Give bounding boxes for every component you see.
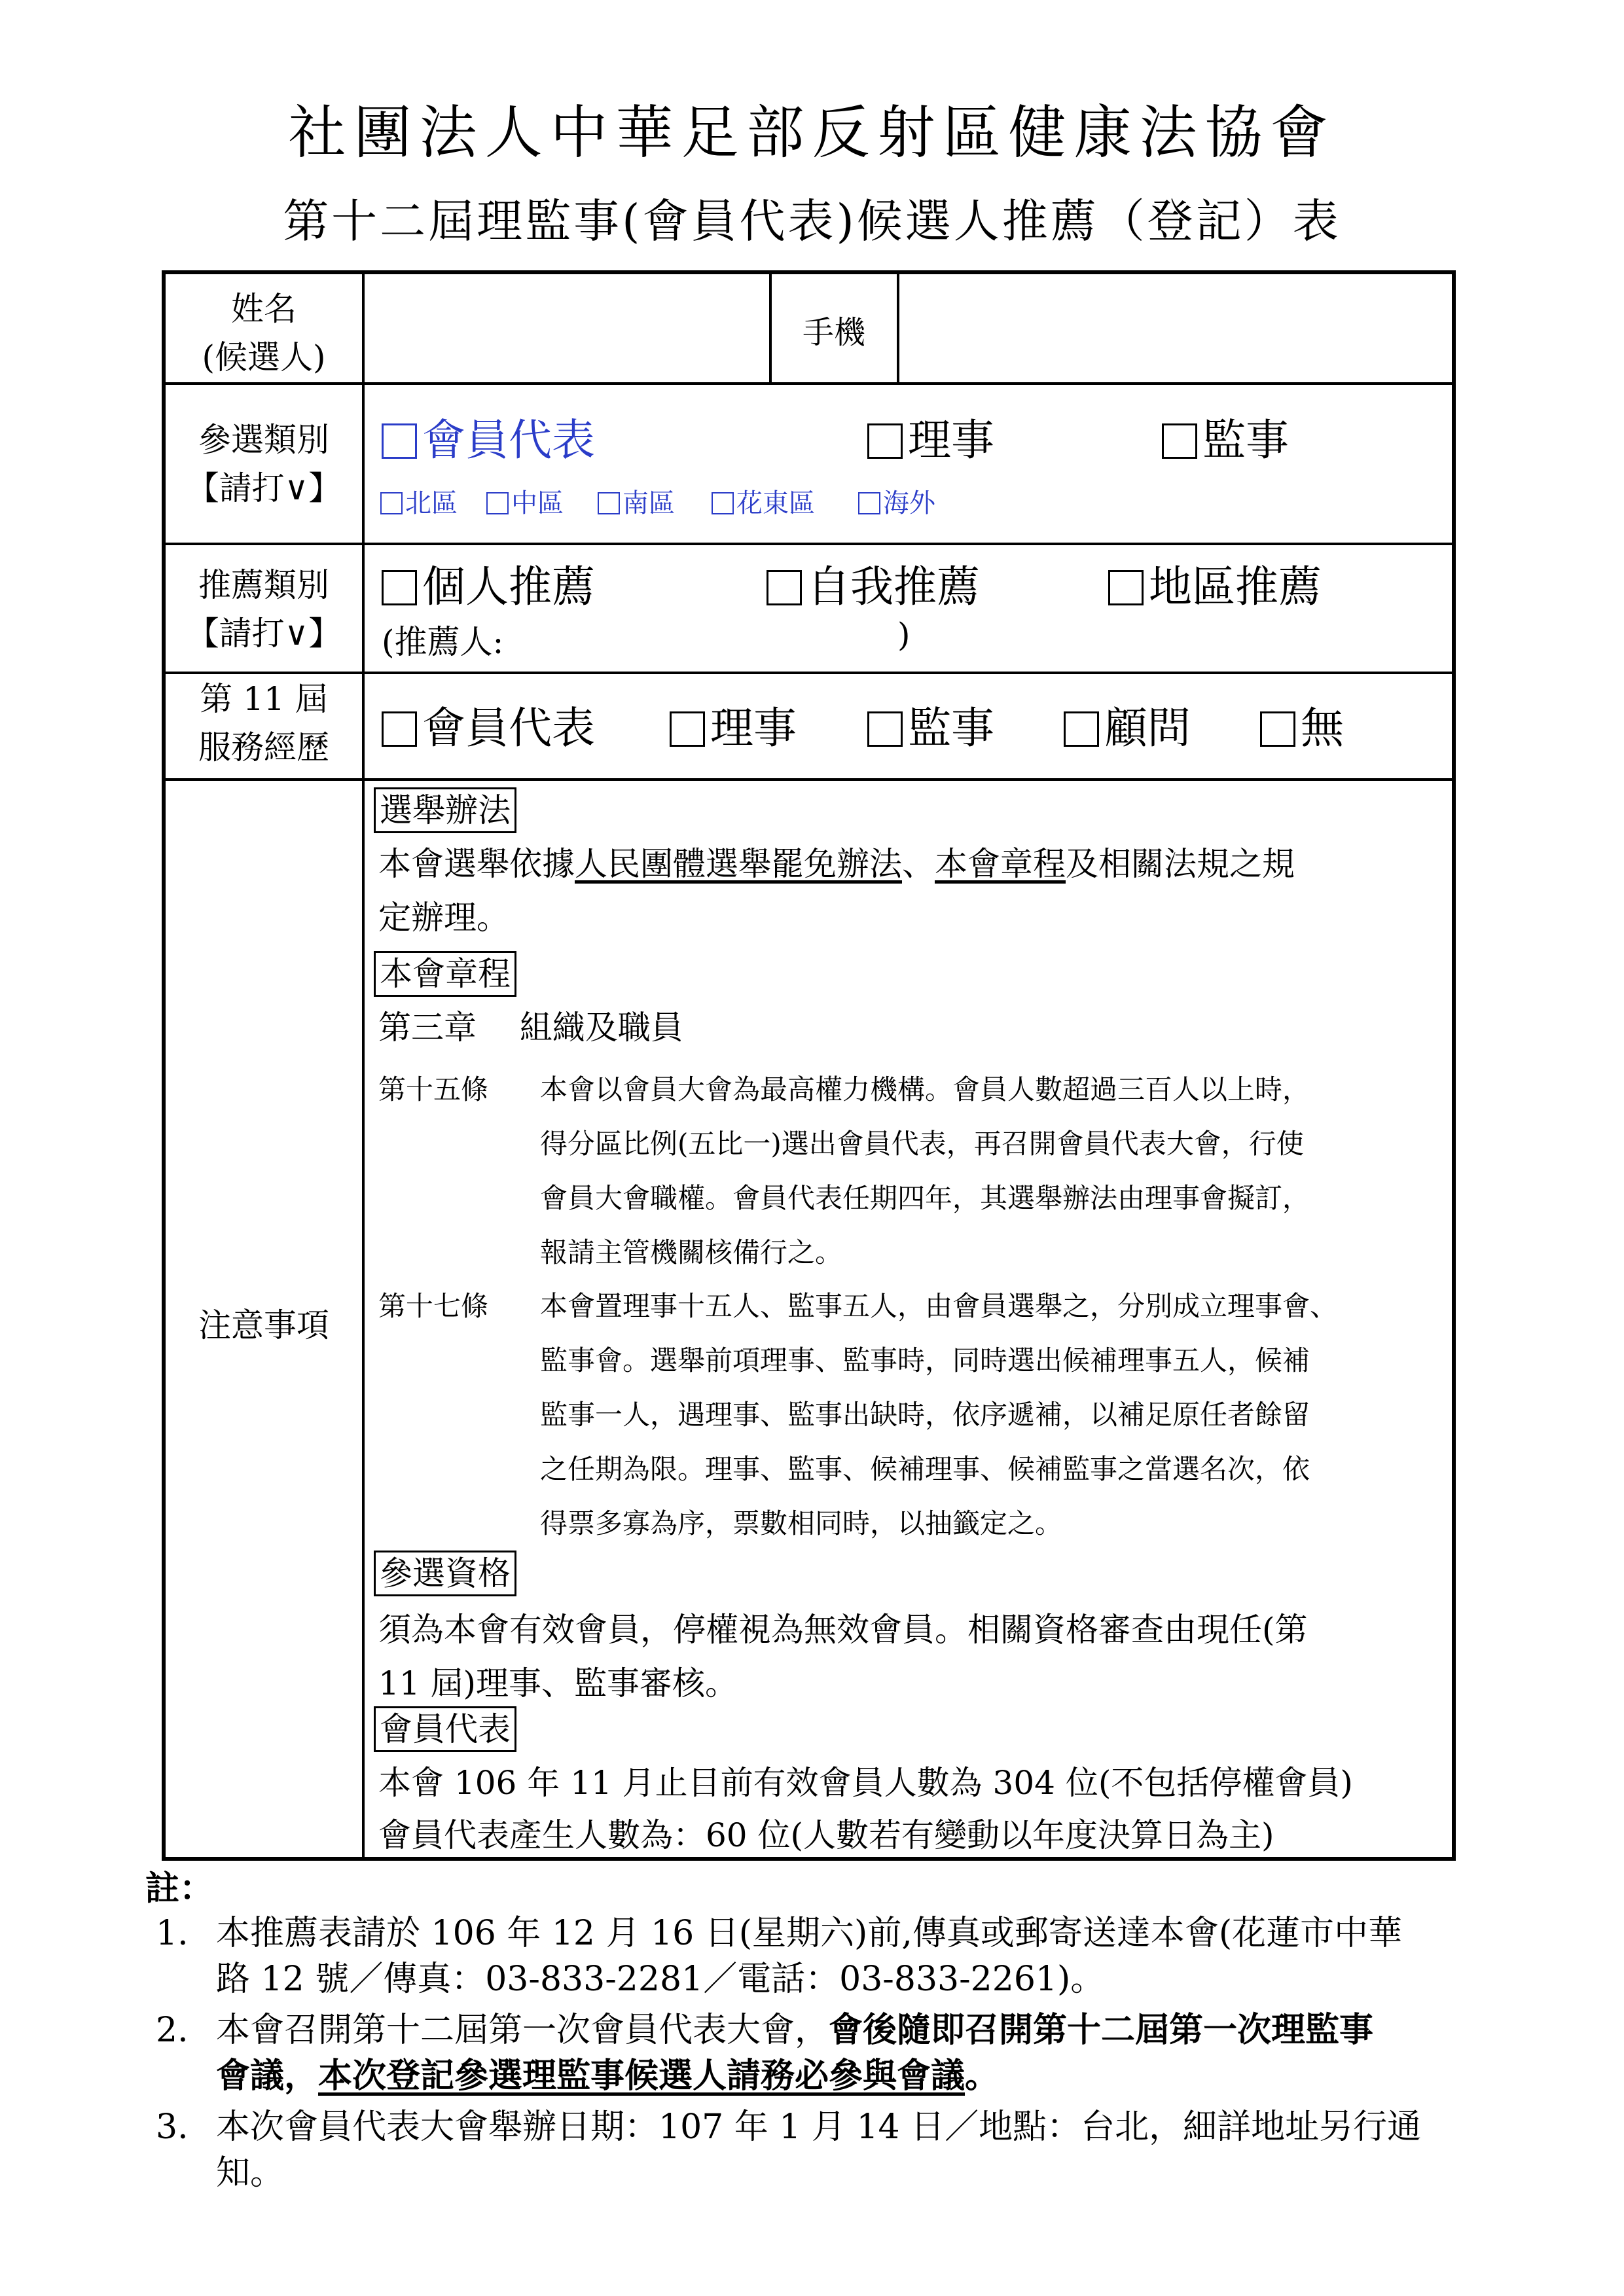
phone-label: 手機 bbox=[802, 314, 865, 351]
name-label: 姓名 (候選人) bbox=[202, 290, 326, 376]
footnote-number: 3. bbox=[156, 2108, 189, 2147]
phone-field[interactable] bbox=[902, 279, 1452, 378]
category-option-supervisor[interactable]: 監事 bbox=[1162, 405, 1289, 467]
column-divider bbox=[897, 274, 899, 382]
section-title-member-reps: 會員代表 bbox=[374, 1706, 516, 1752]
mandatory-attendance-note: 本次登記參選理監事候選人請務必參與會議 bbox=[318, 2056, 965, 2096]
article-17-line: 監事會。選舉前項理事、監事時，同時選出候補理事五人，候補 bbox=[540, 1344, 1310, 1376]
checkbox-icon[interactable] bbox=[382, 711, 417, 747]
checkbox-icon[interactable] bbox=[598, 492, 620, 514]
article-15-line: 本會以會員大會為最高權力機構。會員人數超過三百人以上時， bbox=[540, 1073, 1310, 1105]
checkbox-icon[interactable] bbox=[670, 711, 705, 747]
footnote-1-line: 本推薦表請於 106 年 12 月 16 日(星期六)前,傳真或郵寄送達本會(花蓮市中華 bbox=[216, 1914, 1403, 1953]
recommend-option-self[interactable]: 自我推薦 bbox=[767, 552, 980, 614]
region-option-overseas[interactable]: 海外 bbox=[858, 482, 935, 520]
checkbox-icon[interactable] bbox=[380, 492, 403, 514]
recommender-label: (推薦人: bbox=[382, 623, 504, 661]
checkbox-icon[interactable] bbox=[1064, 711, 1099, 747]
charter-reference-link: 本會章程 bbox=[935, 845, 1066, 883]
candidate-name-field[interactable] bbox=[369, 279, 765, 378]
category-option-director[interactable]: 理事 bbox=[867, 405, 994, 467]
checkbox-icon[interactable] bbox=[486, 492, 509, 514]
section-title-election-rules: 選舉辦法 bbox=[374, 787, 516, 833]
section-title-eligibility: 參選資格 bbox=[374, 1551, 516, 1596]
checkbox-icon[interactable] bbox=[1108, 570, 1144, 605]
footnote-2-line: 會議，本次登記參選理監事候選人請務必參與會議。 bbox=[216, 2056, 1000, 2096]
row-divider bbox=[166, 778, 1452, 781]
law-reference-link: 人民團體選舉罷免辦法 bbox=[575, 845, 902, 883]
eligibility-line: 須為本會有效會員，停權視為無效會員。相關資格審查由現任(第 bbox=[378, 1611, 1308, 1649]
footnote-number: 1. bbox=[156, 1914, 189, 1953]
footnote-number: 2. bbox=[156, 2011, 189, 2050]
checkbox-icon[interactable] bbox=[1162, 423, 1197, 459]
row-divider bbox=[166, 543, 1452, 545]
footnotes-heading: 註： bbox=[145, 1869, 214, 1909]
checkbox-icon[interactable] bbox=[382, 423, 417, 459]
form-title: 社團法人中華足部反射區健康法協會 bbox=[288, 99, 1336, 166]
checkbox-icon[interactable] bbox=[858, 492, 880, 514]
footnote-3-line: 知。 bbox=[216, 2153, 285, 2193]
region-option-central[interactable]: 中區 bbox=[486, 482, 564, 520]
history-option-director[interactable]: 理事 bbox=[670, 693, 797, 755]
recommend-option-personal[interactable]: 個人推薦 bbox=[382, 552, 595, 614]
recommender-field[interactable] bbox=[532, 619, 886, 655]
recommender-close: ) bbox=[897, 616, 911, 654]
history-option-none[interactable]: 無 bbox=[1260, 693, 1344, 755]
footnote-1-line: 路 12 號／傳真：03-833-2281／電話：03-833-2261)。 bbox=[216, 1960, 1105, 1999]
checkbox-icon[interactable] bbox=[382, 570, 417, 605]
checkbox-icon[interactable] bbox=[867, 423, 903, 459]
region-option-hualien-taitung[interactable]: 花東區 bbox=[712, 482, 815, 520]
recommend-option-region[interactable]: 地區推薦 bbox=[1108, 552, 1322, 614]
row-divider bbox=[166, 672, 1452, 674]
footnote-2-line: 本會召開第十二屆第一次會員代表大會，會後隨即召開第十二屆第一次理監事 bbox=[216, 2010, 1374, 2050]
footnote-3-line: 本次會員代表大會舉辦日期：107 年 1 月 14 日／地點：台北，細詳地址另行通 bbox=[216, 2108, 1422, 2147]
election-rules-text-cont: 定辦理。 bbox=[378, 899, 509, 937]
member-reps-line: 本會 106 年 11 月止目前有效會員人數為 304 位(不包括停權會員) bbox=[378, 1764, 1353, 1802]
section-title-charter: 本會章程 bbox=[374, 951, 516, 997]
article-17-line: 監事一人，遇理事、監事出缺時，依序遞補，以補足原任者餘留 bbox=[540, 1399, 1310, 1431]
article-15-heading: 第十五條 bbox=[378, 1073, 489, 1105]
history-label: 第 11 屆 服務經歷 bbox=[198, 680, 329, 766]
category-label: 參選類別 【請打∨】 bbox=[186, 421, 342, 507]
member-reps-line: 會員代表產生人數為：60 位(人數若有變動以年度決算日為主) bbox=[378, 1816, 1274, 1854]
nomination-form-table bbox=[162, 270, 1456, 1861]
notes-label: 注意事項 bbox=[198, 1306, 329, 1344]
checkbox-icon[interactable] bbox=[712, 492, 734, 514]
article-15-line: 會員大會職權。會員代表任期四年，其選舉辦法由理事會擬訂， bbox=[540, 1182, 1310, 1214]
checkbox-icon[interactable] bbox=[767, 570, 802, 605]
history-option-supervisor[interactable]: 監事 bbox=[867, 693, 994, 755]
checkbox-icon[interactable] bbox=[867, 711, 903, 747]
region-option-north[interactable]: 北區 bbox=[380, 482, 458, 520]
chapter-heading: 第三章 組織及職員 bbox=[378, 1009, 683, 1047]
history-option-advisor[interactable]: 顧問 bbox=[1064, 693, 1191, 755]
article-17-line: 得票多寡為序，票數相同時，以抽籤定之。 bbox=[540, 1507, 1063, 1539]
category-option-member-rep[interactable]: 會員代表 bbox=[382, 405, 595, 467]
eligibility-line: 11 屆)理事、監事審核。 bbox=[378, 1664, 738, 1702]
article-17-line: 本會置理事十五人、監事五人，由會員選舉之，分別成立理事會、 bbox=[540, 1290, 1338, 1322]
checkbox-icon[interactable] bbox=[1260, 711, 1295, 747]
history-option-member-rep[interactable]: 會員代表 bbox=[382, 693, 595, 755]
column-divider bbox=[362, 274, 365, 1858]
region-option-south[interactable]: 南區 bbox=[598, 482, 675, 520]
recommend-label: 推薦類別 【請打∨】 bbox=[186, 566, 342, 653]
article-17-heading: 第十七條 bbox=[378, 1290, 489, 1322]
form-subtitle: 第十二屆理監事(會員代表)候選人推薦（登記）表 bbox=[283, 194, 1341, 248]
election-rules-text: 本會選舉依據人民團體選舉罷免辦法、本會章程及相關法規之規 bbox=[378, 845, 1295, 883]
article-17-line: 之任期為限。理事、監事、候補理事、候補監事之當選名次，依 bbox=[540, 1453, 1310, 1485]
article-15-line: 得分區比例(五比一)選出會員代表，再召開會員代表大會，行使 bbox=[540, 1128, 1304, 1160]
article-15-line: 報請主管機關核備行之。 bbox=[540, 1236, 843, 1268]
row-divider bbox=[166, 382, 1452, 385]
